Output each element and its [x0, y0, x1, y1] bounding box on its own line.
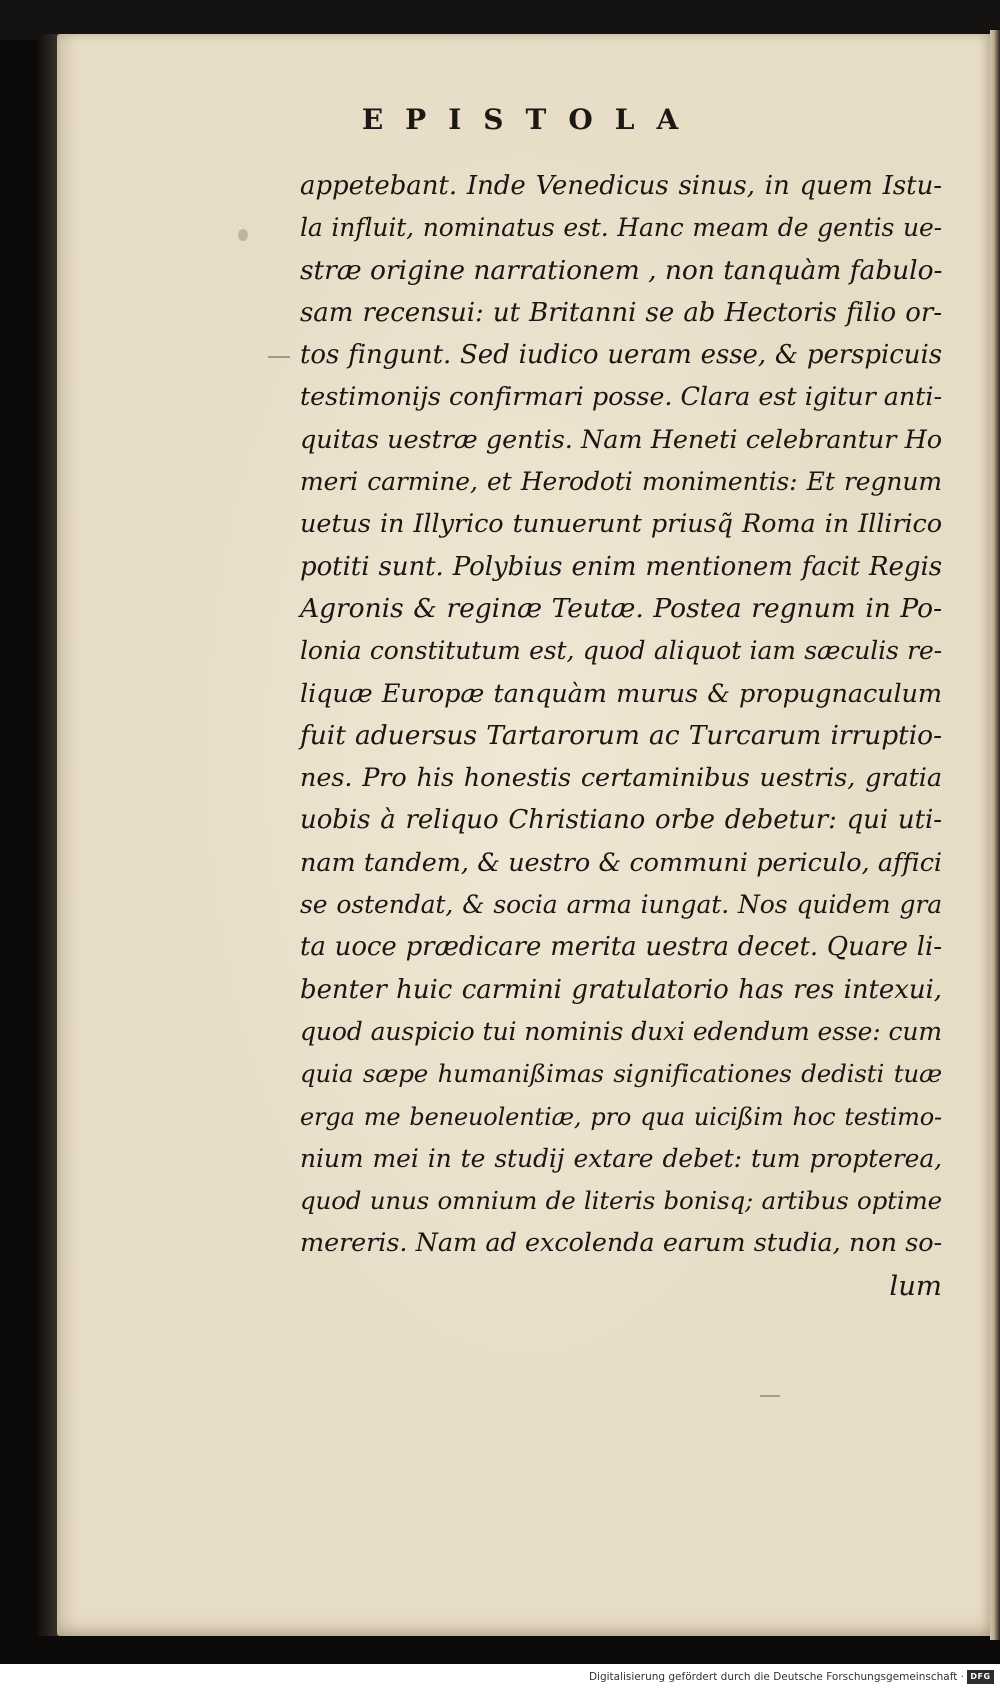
text-line: stræ origine narrationem , non tanquàm fabulo- — [300, 254, 943, 286]
text-line: la influit, nominatus est. Hanc meam de gentis ue- — [300, 213, 942, 243]
text-line: meri carmine, et Herodoti monimentis: Et regnum — [300, 467, 942, 497]
body-text — [300, 165, 942, 1307]
text-line: se ostendat, & socia arma iungat. Nos quidem gra — [300, 890, 942, 920]
text-line: fuit aduersus Tartarorum ac Turcarum irruptio- — [300, 719, 942, 751]
text-line: nam tandem, & uestro & communi periculo, affici — [300, 847, 942, 878]
catchword: lum — [889, 1269, 942, 1302]
text-line: testimonijs confirmari posse. Clara est igitur anti- — [300, 382, 942, 413]
dfg-logo: DFG — [967, 1670, 994, 1684]
signature-mark — [760, 1395, 780, 1397]
text-line: mereris. Nam ad excolenda earum studia, non so- — [300, 1228, 942, 1259]
text-line: uobis à reliquo Christiano orbe debetur: qui uti- — [300, 805, 942, 836]
text-line: quod auspicio tui nominis duxi edendum esse: cum — [300, 1016, 942, 1046]
page-edge — [990, 30, 1000, 1640]
running-head: EPISTOLA — [361, 103, 701, 136]
text-line: potiti sunt. Polybius enim mentionem facit Regis — [300, 551, 942, 582]
margin-stain — [238, 229, 248, 241]
text-line: appetebant. Inde Venedicus sinus, in quem Istu- — [300, 171, 942, 201]
footer-bar — [0, 1664, 1000, 1694]
text-line: sam recensui: ut Britanni se ab Hectoris filio or- — [300, 297, 942, 328]
text-line: lonia constitutum est, quod aliquot iam sæculis re- — [300, 636, 942, 666]
text-line: quitas uestræ gentis. Nam Heneti celebrantur Ho — [300, 424, 942, 455]
text-line: tos fingunt. Sed iudico ueram esse, & perspicuis — [300, 340, 942, 371]
text-line: quod unus omnium de literis bonisq; artibus optime — [300, 1186, 942, 1216]
text-line: erga me beneuolentiæ, pro qua uicißim hoc testimo- — [300, 1102, 942, 1131]
text-line: nes. Pro his honestis certaminibus uestris, gratia — [300, 763, 942, 794]
text-line: liquæ Europæ tanquàm murus & propugnaculum — [300, 678, 942, 709]
text-line: ta uoce prædicare merita uestra decet. Quare li- — [300, 932, 942, 963]
funding-credit: Digitalisierung gefördert durch die Deutsche Forschungsgemeinschaft · — [588, 1671, 964, 1683]
text-line: nium mei in te studij extare debet: tum propterea, — [300, 1143, 942, 1173]
margin-mark — [268, 356, 290, 358]
text-line: quia sæpe humanißimas significationes dedisti tuæ — [300, 1059, 942, 1089]
text-line: Agronis & reginæ Teutæ. Postea regnum in Po- — [300, 592, 942, 624]
text-line: benter huic carmini gratulatorio has res intexui, — [300, 974, 942, 1005]
text-line: uetus in Illyrico tunuerunt priusq̃ Roma in Illirico — [300, 509, 942, 540]
